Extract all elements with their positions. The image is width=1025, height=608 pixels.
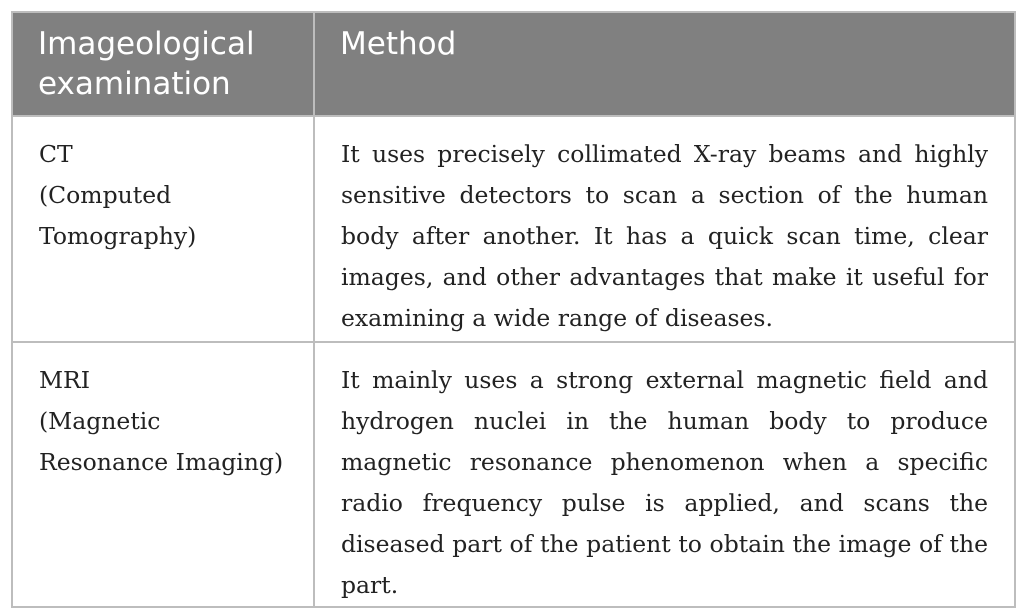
exam-fullname-part: (Computed [39,181,172,209]
exam-fullname-part: Resonance Imaging) [39,448,284,476]
method-cell-ct: It uses precisely collimated X-ray beams and highly sensitive detectors to scan a section of the human body after another. It has a quick scan time, clear images, and other advantages that make it useful for examining a wide range of diseases. [314,116,1015,342]
method-cell-mri: It mainly uses a strong external magnetic field and hydrogen nuclei in the human body to produce magnetic resonance phenomenon when a specific radio frequency pulse is applied, and scans the diseased part of the patient to obtain the image of the part. [314,342,1015,607]
exam-fullname-part: (Magnetic [39,407,161,435]
exam-name: MRI [39,366,91,394]
exam-cell-mri [12,342,314,607]
header-method: Method [314,12,1015,116]
exam-name: CT [39,140,73,168]
exam-fullname-part: Tomography) [39,222,197,250]
table-header-row [12,12,1015,116]
table-row [12,342,1015,607]
imaging-methods-table [11,11,1016,608]
exam-cell-ct [12,116,314,342]
table-row [12,116,1015,342]
header-imageological-examination: Imageological examination [12,12,314,116]
